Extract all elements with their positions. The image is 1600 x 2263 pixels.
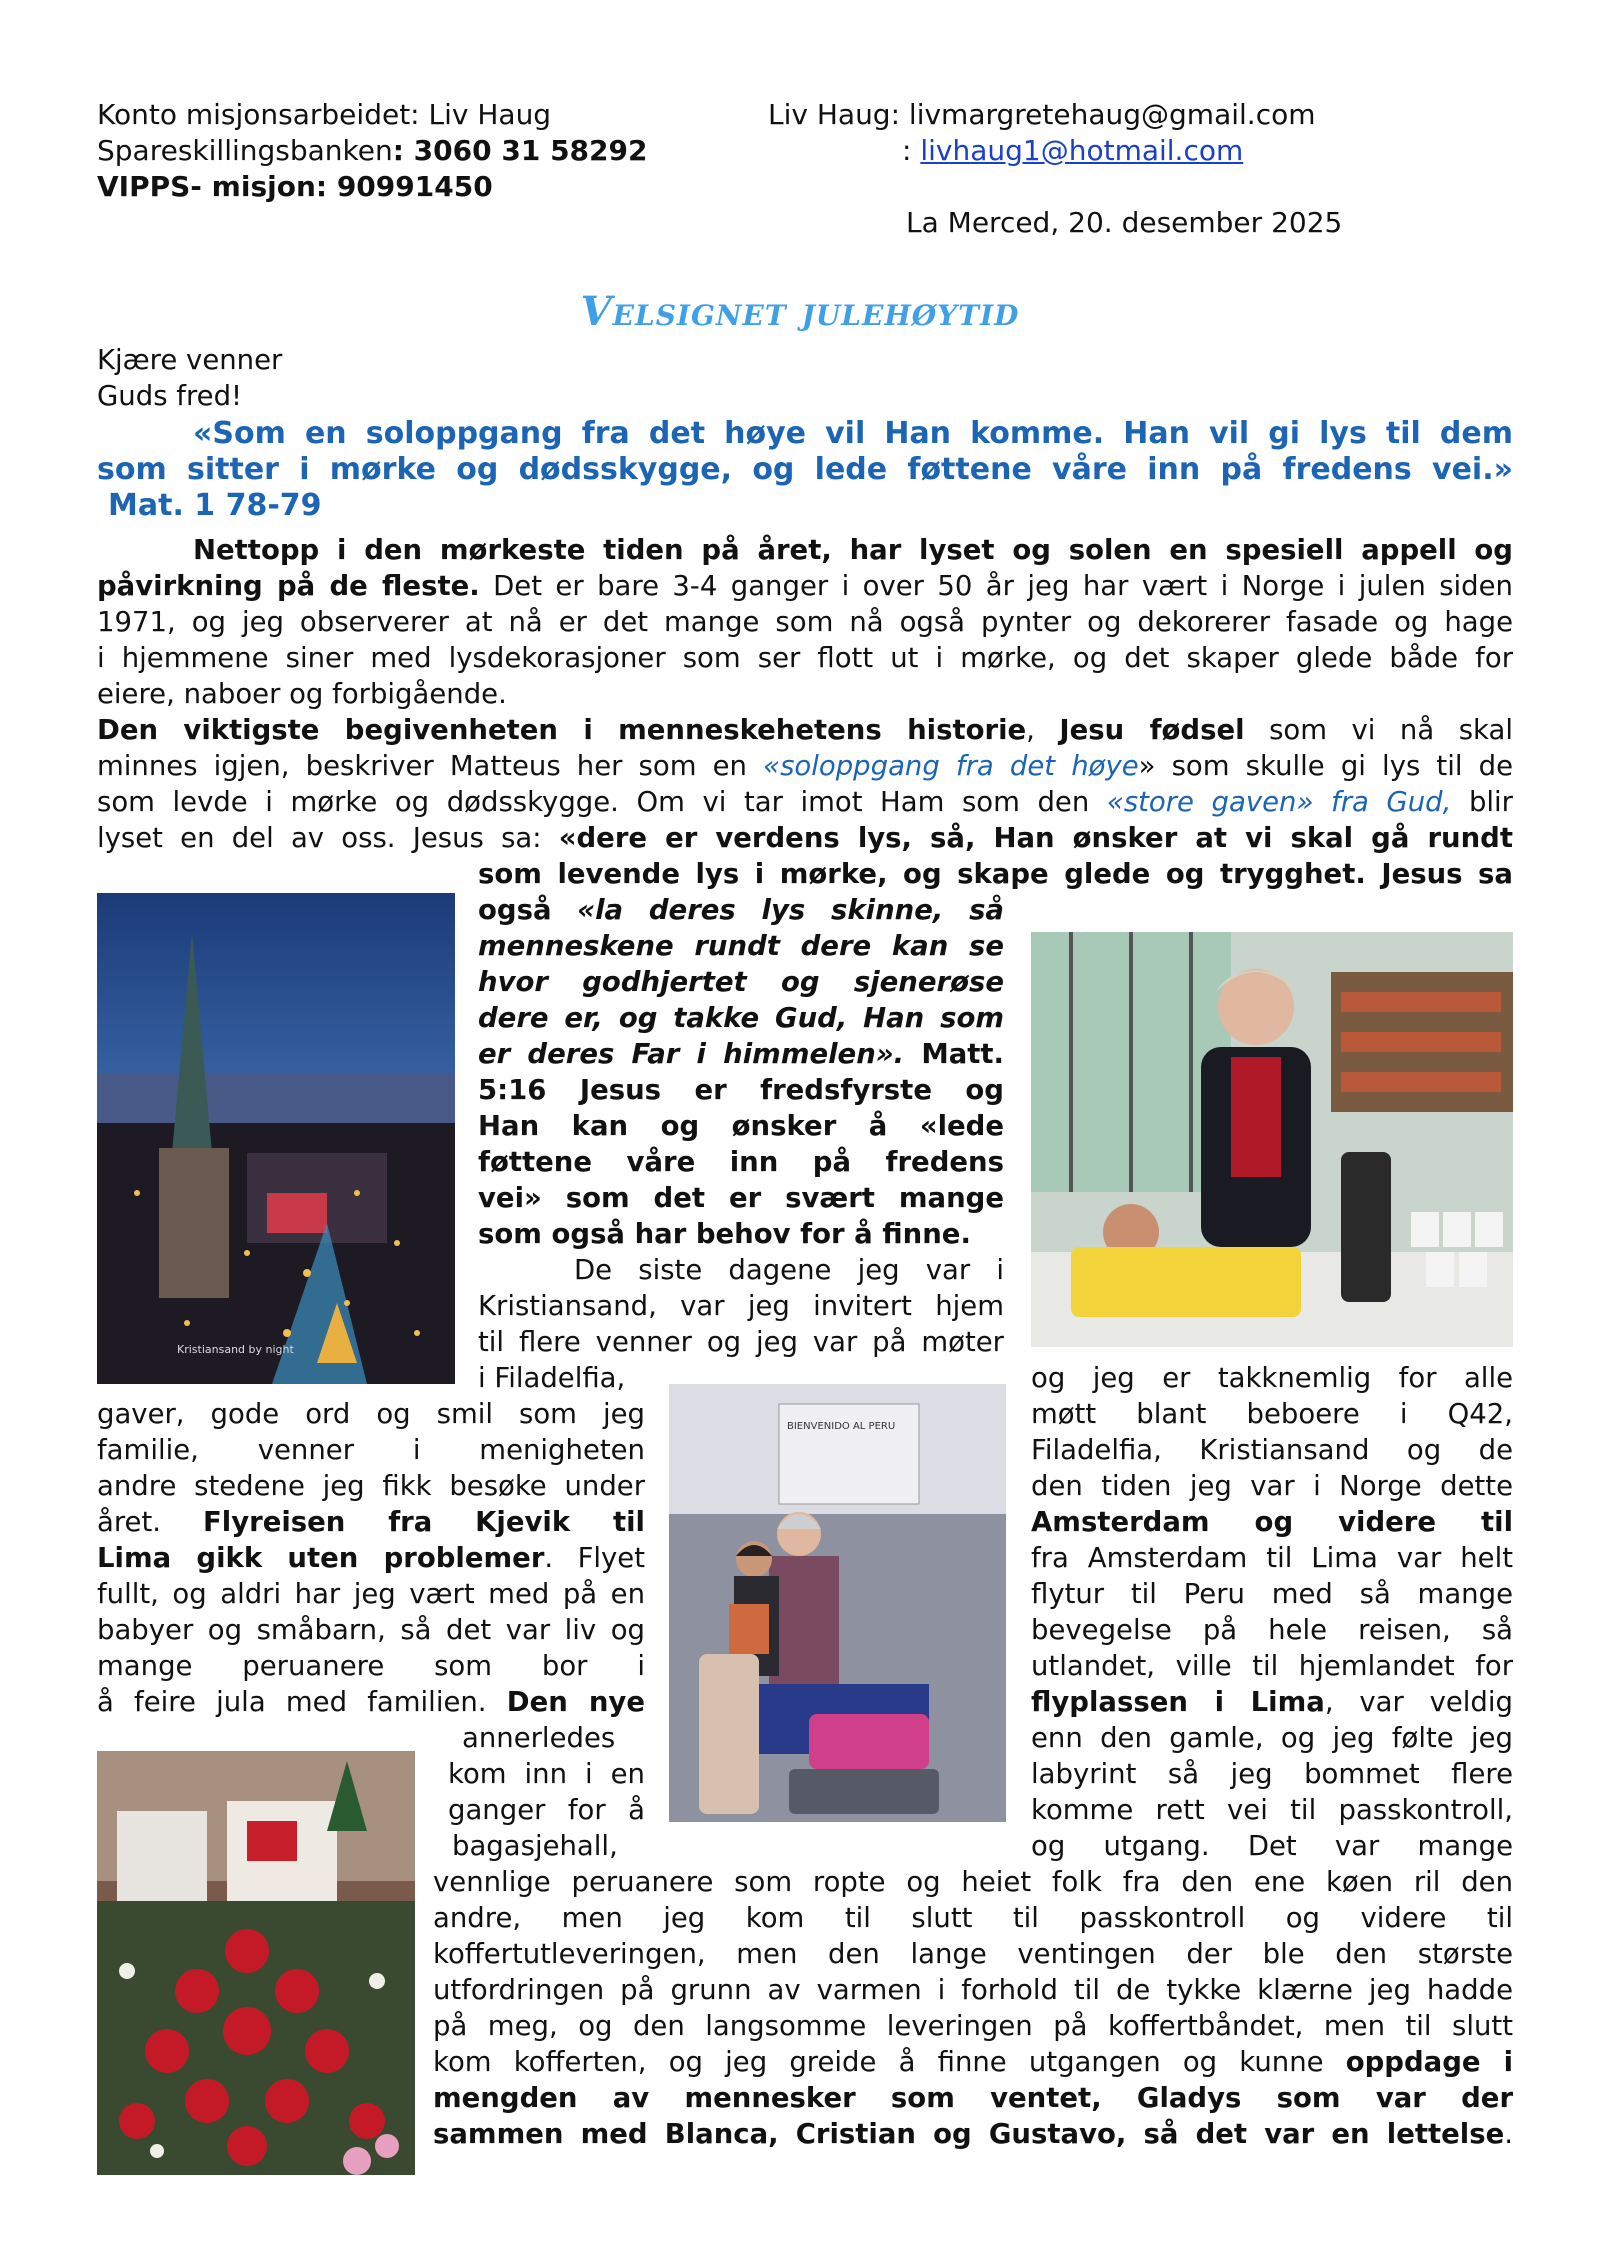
p2-line-5: som levende lys i mørke, og skape glede og trygghet. Jesus sa	[478, 858, 1513, 890]
col-line-13: til flere venner og jeg var på møter	[478, 1326, 1004, 1358]
p1-line-3: 1971, og jeg observerer at nå er det mange som nå også pynter og dekorerer fasade og hage	[97, 606, 1513, 638]
left-line-6: fullt, og aldri har jeg vært med på en	[97, 1578, 645, 1610]
airport-photo	[669, 1384, 1006, 1822]
bottom-line-2: andre, men jeg kom til slutt til passkontroll og videre til	[433, 1902, 1513, 1934]
col-line-12: Kristiansand, var jeg invitert hjem	[478, 1290, 1004, 1322]
bank-number: : 3060 31 58292	[392, 134, 648, 167]
left-line-2: familie, venner i menigheten	[97, 1434, 645, 1466]
email-primary: Liv Haug: livmargretehaug@gmail.com	[768, 98, 1316, 131]
right-line-11: enn den gamle, og jeg følte jeg	[1031, 1722, 1513, 1754]
p1-line-2: påvirkning på de fleste. Det er bare 3-4 ganger i over 50 år jeg har vært i Norge i julen siden	[97, 570, 1513, 602]
quote-line-1: «Som en soloppgang fra det høye vil Han komme. Han vil gi lys til dem	[193, 416, 1513, 451]
city-night-photo	[97, 893, 455, 1384]
left-line-1: gaver, gode ord og smil som jeg	[97, 1398, 645, 1430]
left-line-10: annerledes	[462, 1722, 616, 1754]
p2-line-2: minnes igjen, beskriver Matteus her som en «soloppgang fra det høye» som skulle gi lys til de	[97, 750, 1513, 782]
left-line-13: bagasjehall,	[452, 1830, 618, 1862]
left-line-7: babyer og småbarn, så det var liv og	[97, 1614, 645, 1646]
right-line-12: labyrint så jeg bommet flere	[1031, 1758, 1513, 1790]
right-line-6: fra Amsterdam til Lima var helt	[1031, 1542, 1513, 1574]
email-secondary-prefix: :	[902, 134, 912, 167]
bottom-line-4: utfordringen på grunn av varmen i forhold til de tykke klærne jeg hadde	[433, 1974, 1513, 2006]
page-title: Velsignet julehøytid	[580, 288, 1020, 335]
left-line-12: ganger for å	[448, 1794, 645, 1826]
col-line-1: også «la deres lys skinne, så	[478, 894, 1004, 926]
col-line-6: 5:16 Jesus er fredsfyrste og	[478, 1074, 1004, 1106]
p2-line-4: lyset en del av oss. Jesus sa: «dere er verdens lys, så, Han ønsker at vi skal gå rundt	[97, 822, 1513, 854]
quote-reference: Mat. 1 78-79	[108, 488, 322, 523]
account-label: Konto misjonsarbeidet: Liv Haug	[97, 98, 552, 131]
city-photo-caption: Kristiansand by night	[177, 1343, 294, 1356]
greeting-line-1: Kjære venner	[97, 344, 283, 376]
place-date: La Merced, 20. desember 2025	[906, 206, 1343, 239]
cake-celebration-photo	[1031, 932, 1513, 1347]
quote-line-2: som sitter i mørke og dødsskygge, og lede føttene våre inn på fredens vei.»	[97, 452, 1513, 487]
left-line-8: mange peruanere som bor i	[97, 1650, 645, 1682]
p1-line-5: eiere, naboer og forbigående.	[97, 678, 507, 710]
col-line-7: Han kan og ønsker å «lede	[478, 1110, 1004, 1142]
bottom-line-5: på meg, og den langsomme leveringen på koffertbåndet, men til slutt	[433, 2010, 1513, 2042]
col-line-10: som også har behov for å finne.	[478, 1218, 971, 1250]
right-line-4: den tiden jeg var i Norge dette	[1031, 1470, 1513, 1502]
right-line-5: Amsterdam og videre til	[1031, 1506, 1513, 1538]
p2-line-1: Den viktigste begivenheten i menneskehetens historie, Jesu fødsel som vi nå skal	[97, 714, 1513, 746]
vipps-line: VIPPS- misjon: 90991450	[97, 170, 493, 203]
right-line-14: og utgang. Det var mange	[1031, 1830, 1513, 1862]
bottom-line-8: sammen med Blanca, Cristian og Gustavo, så det var en lettelse.	[433, 2118, 1513, 2150]
email-secondary-link[interactable]: livhaug1@hotmail.com	[920, 134, 1244, 167]
col-line-14: i Filadelfia,	[478, 1362, 626, 1394]
right-line-2: møtt blant beboere i Q42,	[1031, 1398, 1513, 1430]
right-line-10: flyplassen i Lima, var veldig	[1031, 1686, 1513, 1718]
col-line-4: dere er, og takke Gud, Han som	[478, 1002, 1004, 1034]
airport-sign-text: BIENVENIDO AL PERU	[787, 1421, 896, 1432]
left-line-3: andre stedene jeg fikk besøke under	[97, 1470, 645, 1502]
left-line-4: året. Flyreisen fra Kjevik til	[97, 1506, 645, 1538]
col-line-9: vei» som det er svært mange	[478, 1182, 1004, 1214]
right-line-8: bevegelse på hele reisen, så	[1031, 1614, 1513, 1646]
red-roses-photo	[97, 1751, 415, 2175]
col-line-11: De siste dagene jeg var i	[574, 1254, 1004, 1286]
bottom-line-6: kom kofferten, og jeg greide å finne utgangen og kunne oppdage i	[433, 2046, 1514, 2078]
col-line-2: menneskene rundt dere kan se	[478, 930, 1004, 962]
left-line-11: kom inn i en	[448, 1758, 645, 1790]
email-secondary-line	[902, 134, 1243, 167]
right-line-7: flytur til Peru med så mange	[1031, 1578, 1513, 1610]
right-line-13: komme rett vei til passkontroll,	[1031, 1794, 1513, 1826]
col-line-3: hvor godhjertet og sjenerøse	[478, 966, 1004, 998]
bottom-line-7: mengden av mennesker som ventet, Gladys som var der	[433, 2082, 1513, 2114]
bank-line	[97, 134, 647, 167]
bottom-line-3: koffertutleveringen, men den lange ventingen der ble den største	[433, 1938, 1513, 1970]
p1-line-4: i hjemmene siner med lysdekorasjoner som ser flott ut i mørke, og det skaper glede både for	[97, 642, 1513, 674]
col-line-5: er deres Far i himmelen». Matt.	[478, 1038, 1004, 1070]
right-line-9: utlandet, ville til hjemlandet for	[1031, 1650, 1513, 1682]
bottom-line-1: vennlige peruanere som ropte og heiet folk fra den ene køen ril den	[433, 1866, 1513, 1898]
col-line-8: føttene våre inn på fredens	[478, 1146, 1004, 1178]
left-line-5: Lima gikk uten problemer. Flyet	[97, 1542, 646, 1574]
p2-line-3: som levde i mørke og dødsskygge. Om vi tar imot Ham som den «store gaven» fra Gud, blir	[97, 786, 1513, 818]
bank-label: Spareskillingsbanken	[97, 134, 393, 167]
right-line-3: Filadelfia, Kristiansand og de	[1031, 1434, 1513, 1466]
left-line-9: å feire jula med familien. Den nye	[97, 1686, 645, 1718]
p1-line-1: Nettopp i den mørkeste tiden på året, har lyset og solen en spesiell appell og	[193, 534, 1513, 566]
greeting-line-2: Guds fred!	[97, 380, 243, 412]
right-line-1: og jeg er takknemlig for alle	[1031, 1362, 1513, 1394]
